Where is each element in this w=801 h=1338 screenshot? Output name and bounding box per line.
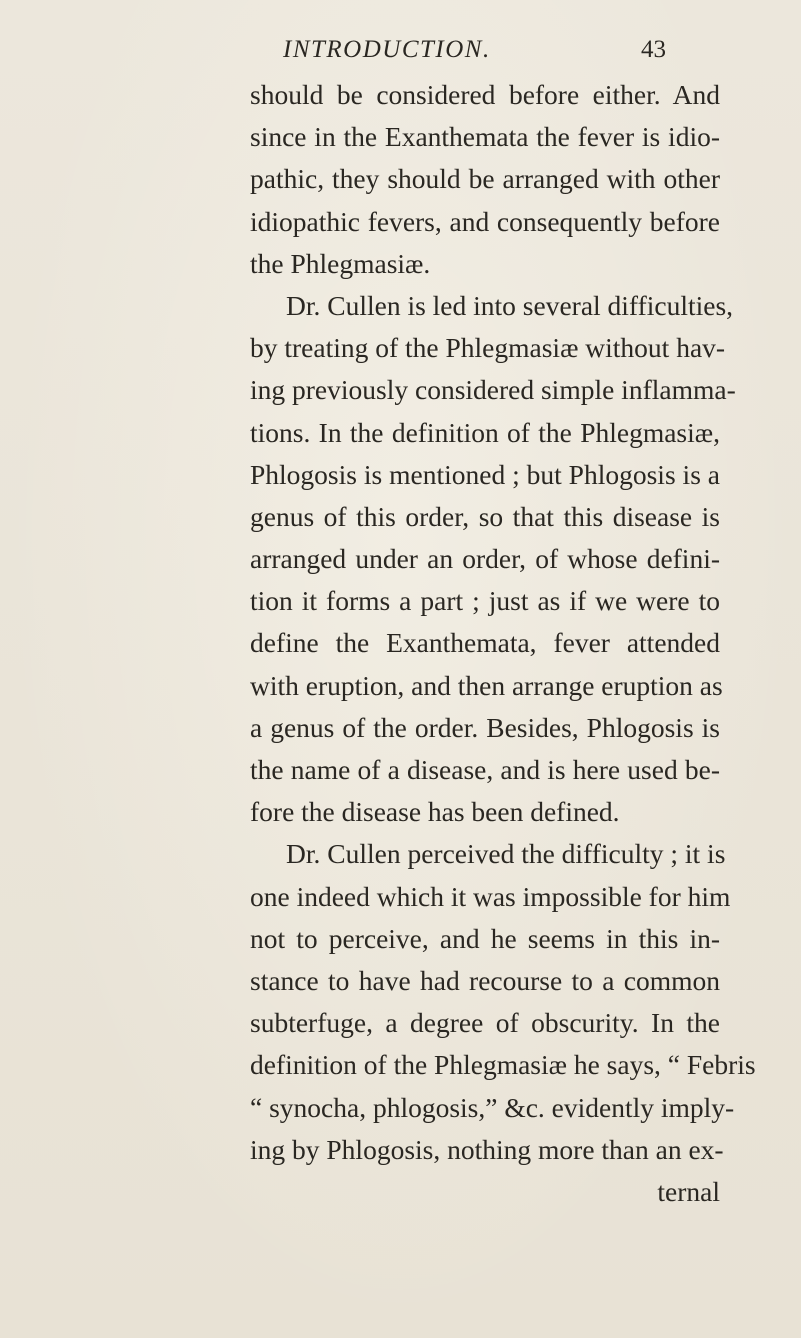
- text-line: ing by Phlogosis, nothing more than an ex-: [250, 1133, 724, 1165]
- text-line: not to perceive, and he seems in this in-: [250, 922, 720, 954]
- page-header: [0, 22, 801, 78]
- running-head: INTRODUCTION.: [283, 36, 491, 63]
- text-line: subterfuge, a degree of obscurity. In the: [250, 1007, 720, 1039]
- text-line: ing previously considered simple inflamma-: [250, 374, 736, 406]
- text-line: define the Exanthemata, fever attended: [250, 627, 720, 659]
- text-line: since in the Exanthemata the fever is idio-: [250, 121, 720, 153]
- text-line: idiopathic fevers, and consequently before: [250, 205, 720, 237]
- body-text: [250, 74, 756, 1213]
- paragraph-start-line: Dr. Cullen is led into several difficulties,: [286, 289, 734, 321]
- text-line: one indeed which it was impossible for him: [250, 880, 731, 912]
- paragraph-start-line: Dr. Cullen perceived the difficulty ; it is: [286, 838, 726, 870]
- text-line: Phlogosis is mentioned ; but Phlogosis is a: [250, 458, 720, 490]
- text-line: tion it forms a part ; just as if we were to: [250, 585, 720, 617]
- text-line: definition of the Phlegmasiæ he says, “ Febris: [250, 1049, 756, 1081]
- text-line: arranged under an order, of whose defini-: [250, 543, 720, 575]
- text-line: “ synocha, phlogosis,” &c. evidently imply-: [250, 1091, 735, 1123]
- text-line: by treating of the Phlegmasiæ without hav-: [250, 332, 726, 364]
- text-line: with eruption, and then arrange eruption as: [250, 669, 723, 701]
- text-line: the name of a disease, and is here used be-: [250, 754, 720, 785]
- page-number: 43: [641, 36, 666, 63]
- text-line: pathic, they should be arranged with other: [250, 163, 720, 195]
- text-line: stance to have had recourse to a common: [250, 964, 720, 996]
- catchword: ternal: [657, 1175, 720, 1207]
- text-line: the Phlegmasiæ.: [250, 247, 431, 279]
- text-line: fore the disease has been defined.: [250, 796, 620, 828]
- text-line: tions. In the definition of the Phlegmasiæ,: [250, 416, 720, 448]
- text-line: genus of this order, so that this disease is: [250, 500, 720, 532]
- text-line: a genus of the order. Besides, Phlogosis is: [250, 711, 720, 743]
- text-line: should be considered before either. And: [250, 79, 720, 110]
